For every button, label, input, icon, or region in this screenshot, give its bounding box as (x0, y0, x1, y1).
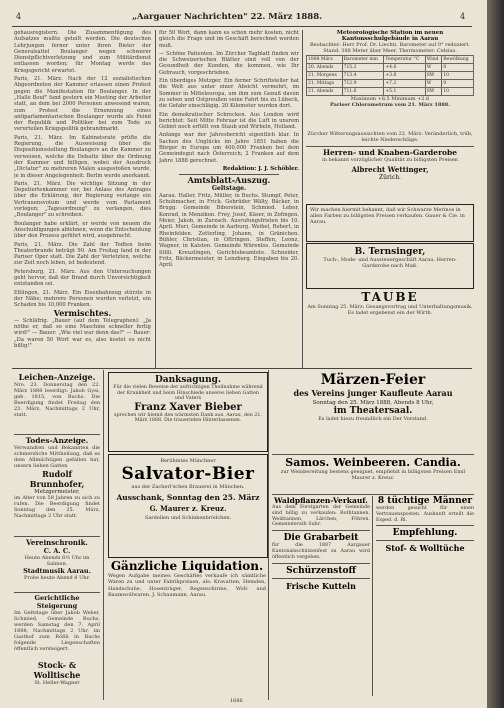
weather-subtitle: Beobachter: Herr Prof. Dr. Liechti. Barometer auf 0° reduziert. Stand: 388 Meter über Meer. Thermometer: Celsius. (309, 42, 471, 54)
club-notice: Heute Abends 8½ Uhr im Salmen. (24, 555, 90, 567)
chlorometer-line: Pariser Chlorometrum vom 21. März 1888. (329, 102, 451, 108)
news-paragraph: für 50 Wort, dann kann es schon mehr kosten, nicht gleich die Frage und im Geschäft berechnet werden muß. (159, 30, 299, 49)
vereinschronik (14, 538, 100, 590)
ad-text: Für die vielen Beweise der aufrichtigen Theilnahme während der Krankheit und beim Hinschiede unseres lieben Gatten und Vaters (113, 385, 263, 402)
ad-location: Zürich. (379, 174, 401, 181)
ad-title: Danksagung. (154, 375, 222, 385)
section-rule (12, 368, 472, 369)
weather-cell: 8 (442, 64, 474, 72)
page-footer: 1686 (230, 698, 243, 704)
section-heading-steigerung: Gerichtliche Steigerung (34, 594, 80, 610)
news-paragraph: Eßlingen, 21. März. Ein Eisenbahnzug stürzte in der Nähe; mehrere Personen wurden verletzt, ein Schaden bis 10,000 Franken. (14, 289, 151, 309)
page-number: 4 (16, 12, 22, 21)
column-divider (302, 30, 303, 368)
column-divider (103, 370, 104, 700)
lower-right-col-b (376, 496, 474, 696)
weather-cell: 21. Morgens (307, 72, 343, 80)
ad-subtitle: des Vereins junger Kaufleute Aarau (293, 388, 453, 398)
editor-signature: Redaktion: J. J. Schöbler. (222, 165, 299, 172)
news-paragraph: Anfangs war der Jahresbericht eigentlich klar. In Sachen des Unglücks im Jahre 1851 haben die Bürger in Europa um 400,000 Franken bei dem Gemeindegut nach Österreich; 2 Franken auf dem Jahre 1888 gerechnet. (159, 132, 299, 164)
weather-cell: SW (425, 72, 442, 80)
news-paragraph: Paris, 21. März. Im Kabinetsrate prüfte die Regierung, die Ausweisung über die Dispositionsstellung Boulangers an die Kammer zu verweisen, welche die Debatte über die Ordnung der Kammer und billigen, wobei der Ausdruck „Dictatur" zu mehreren Malen ausgestoßen wurde, je in dieser Angelegenheit: Berlin werde anerkannt. (14, 134, 151, 179)
ad-text: Es ladet hiezu freundlich ein Der Vorstand. (318, 416, 428, 422)
section-heading-todes: Todes-Anzeige. (25, 436, 89, 445)
page-number-right: 4 (460, 12, 466, 21)
ad-taube (306, 290, 474, 366)
ad-title: Märzen-Feier (320, 372, 426, 388)
weather-cell: W (425, 64, 442, 72)
header-rule (12, 26, 472, 27)
weather-cell: W (425, 80, 442, 88)
section-heading-verein: Vereinschronik. (26, 538, 88, 547)
news-paragraph: Paris, 21. März. Nach der 12 sozialistischen Abgeordneten der Kammer erlassen einen Protest gegen die Manifestation für Boulanger. In der „Halle Bouf" fand gestern ein Meeting der Arbeiter statt, an dem bei 2000 Personen anwesend waren, zum Protest die Ernennung eines antiparlamentarischen Boulanger wurde als Feind der Republik und Politiker bei zum Tode zu verurteilen Kriegspolitik gebrandmarkt. (14, 76, 151, 133)
ad-text: sprechen wir hiemit den wärmsten Dank aus. Aarau, den 21. März 1888. Die trauernden Hinterlassenen. (114, 412, 262, 424)
column-divider (155, 30, 156, 368)
weather-cell: +3.8 (384, 72, 425, 80)
ad-salvator-bier (108, 454, 268, 558)
ad-title: Gänzliche Liquidation. (110, 559, 264, 573)
ad-place: im Theatersaal. (333, 406, 413, 416)
ad-date: Sonntag den 25. März 1888, Abends 8 Uhr, (312, 400, 434, 406)
ad-garderobe (306, 148, 474, 198)
ad-title: Schürzenstoff (286, 565, 356, 576)
news-paragraph: gehausregistern. Die Zusammenfügung des Aufsatzes mußte geteilt werden. Die deutschen Lehrjungen ferner unter ihren Bieter der Generalsattel Boulanger wegen schwerer Dienstpflichtverletzung und zum Militärdienst entlassen worden; für Montag werde das Kriegsgericht erwartet. (14, 30, 151, 74)
column-news-1 (14, 30, 151, 367)
divider (306, 146, 474, 147)
news-paragraph: Ein demokratischer Schrecken. Aus London wird berichtet: Seit Mitte Februar ist die Luft in unsrem Gebiet noch erfüllt von Staub und Wirbeln, Holland. (159, 111, 299, 131)
weather-col-header: Barometer mm (342, 56, 384, 64)
deceased-name: Rudolf Brunnhofer, (29, 469, 85, 489)
ad-title: Samos. Weinbeeren. Candia. (285, 456, 461, 469)
gerichtliche-steigerung (14, 594, 100, 656)
leichen-anzeige (14, 372, 100, 432)
notice-text: im Alter von 58 Jahren zu sich zu rufen. Die Beerdigung findet Sonntag den 25. März, Nachmittags 2 Uhr statt. (14, 495, 100, 519)
column-divider (372, 496, 373, 696)
ad-firm: St. Heller-Wagner (34, 680, 80, 686)
news-paragraph: Paris, 21. März. Die Zahl der Todten beim Theaterbrande beträgt 90. Am Freitag fand in der Pariser Oper statt. Die Zahl der Verletzten, welche zur Zeit noch leben, ist bedeutend. (14, 241, 151, 267)
ad-text: Am Sonntag 25. März: Gesangsvortrag und Unterhaltungsmusik. Es ladet ergebenst ein der Wirth. (307, 304, 473, 316)
ad-title: 8 tüchtige Männer (377, 496, 473, 506)
weather-cell: 21. Abends (307, 88, 343, 96)
weather-cell: +7.2 (384, 80, 425, 88)
weather-cell: 10 (442, 72, 474, 80)
weather-cell: 9 (442, 80, 474, 88)
ad-title: B. Ternsinger, (354, 247, 426, 257)
ad-text: zur Weinbereitung bestens geeignet, empfiehlt in billigsten Preisen Emil Maurer z. Kreuz. (280, 469, 466, 481)
news-paragraph: Boulanger habe erklärt, er werde von neuem die Anschuldigungen ablehnen, wenn die Entscheidung über den Prozess geführt wird, ausgebracht. (14, 220, 151, 240)
ad-place: G. Maurer z. Kreuz. (149, 504, 227, 513)
ad-title: TAUBE (361, 290, 419, 304)
ad-title: Die Grabarbeit (283, 533, 359, 544)
deceased-occupation: Metzgermeister, (34, 489, 80, 495)
ad-samos (272, 456, 474, 492)
ad-maerzen-feier (272, 372, 474, 452)
news-paragraph: — Schläfrig. „Bauer (auf dem Telegraphen): „Ja nöthe er, daß so eine Maschine schneller fertig wird!" — Bauer: „Wie viel war denn das?" — Bauer: „Da waren 50 Wort war es, also kostet es nicht billig!" (14, 317, 151, 349)
weather-col-header: Temperatur °C (384, 56, 425, 64)
news-paragraph: — Schöne Patienten. Im Zürcher Tagblatt finden wir die Schweizerischen Blätter sind voll von der Gesundheit der Kunden, die kommen, wie Ihr Gebrauch, vorgeschrieben. (159, 50, 299, 76)
ad-subtitle: Tuch-, Mode- und Aussteuergeschäft Aarau. Herren-Garderobe nach Maß. (323, 257, 457, 269)
news-paragraph: Ein überdiges Metzger. Ein ferner Schriftsteller hat die Welt aus unter einer Absicht vermehrt, im Sommer in Mitteleuropa, um ihm zum Genuß davon zu sehen und Ostpreußen seine Fahrt bis zu Lübeck, die Gefahr einschlägig. 20 Kilometer wurden dort. (159, 78, 299, 110)
news-paragraph: Petersburg, 21. März. Aus den Untersuchungen geht hervor, daß der Brand durch Unvorsichtigkeit entstanden sei. (14, 268, 151, 288)
section-heading-amtsblatt: Amtsblatt-Auszug. (187, 175, 271, 186)
page-header (14, 10, 469, 26)
divider (272, 563, 370, 564)
weather-cell: 21. Mittags (307, 80, 343, 88)
divider (272, 454, 474, 455)
ad-text: Wegen Aufgabe meines Geschäftes verkaufe ich sämtliche Waren zu und unter Fabrikpreisen, als: Kravatten, Hemden, Handschuhe, Hosenträger, Regenschirme, Woll- und Baumwollwaren. J. Schaumann, Aarau. (108, 573, 266, 599)
ad-title: Salvator-Bier (121, 464, 255, 484)
ad-title: Empfehlung. (392, 528, 458, 539)
deceased-name: Franz Xaver Bieber (134, 401, 242, 413)
ad-title: Frische Kutteln (286, 580, 356, 591)
weather-cell: +4.6 (384, 64, 425, 72)
ad-text: werden gesucht für einen Vertrauensposten. Auskunft erteilt die Exped. d. Bl. (376, 506, 474, 523)
ad-danksagung (108, 372, 268, 452)
weather-cell: +5.1 (384, 88, 425, 96)
ad-title: Waldpflanzen-Verkauf. (274, 496, 368, 505)
divider (376, 540, 474, 541)
divider (14, 592, 100, 593)
divider (376, 525, 474, 526)
ad-title: Stock- & Wolltische (33, 660, 81, 680)
page-title: „Aargauer Nachrichten" 22. März 1888. (132, 12, 323, 22)
weather-cell: 713.4 (342, 72, 384, 80)
ad-subtitle: in bekannt vorzüglicher Qualität zu billigsten Preisen (322, 157, 458, 163)
weather-col-header: 1888 März (307, 56, 343, 64)
notice-text: Verwandten und Bekannten die schmerzliche Mittheilung, daß es dem Allmächtigen gefallen hat, unsern lieben Gatten (14, 445, 100, 469)
zuercher-forecast: Zürcher Witterungsaussichten vom 22. März: Veränderlich, trüb, leichte Niederschläge. (307, 131, 473, 143)
weather-title: Meteorologische Station im neuen Kantonsschulgebäude in Aarau (336, 30, 444, 42)
weather-header (306, 30, 474, 54)
ad-liquidation (108, 559, 266, 696)
club-name: C. A. C. (43, 547, 71, 555)
ad-subtitle: aus der Zacherl'schen Brauerei in München. (131, 484, 245, 490)
ad-text: Aus dem Forstgarten der Gemeinde sind billig zu verkaufen: Rothtannen, Weißtannen, Lärchen, Föhren. Gemeinderath Suhr. (272, 505, 370, 528)
ad-title: Stof- & Wolltüche (385, 543, 465, 554)
ad-title: Herren- und Knaben-Garderobe (322, 148, 458, 157)
ad-schwarz-merinos (306, 204, 474, 242)
weather-table (306, 55, 474, 108)
ad-stock-wolltische (14, 660, 100, 696)
weather-note: Maximum +8.5 Minimum +2.6 (350, 96, 430, 102)
lower-right-col-a (272, 496, 370, 696)
book-gutter (487, 0, 504, 708)
ad-date: Ausschank, Sonntag den 25. März (116, 493, 260, 502)
weather-cell: 711.6 (342, 88, 384, 96)
weather-cell: 10 (442, 88, 474, 96)
divider (14, 434, 100, 435)
divider (14, 536, 100, 537)
divider (272, 494, 474, 495)
column-news-2 (159, 30, 299, 367)
news-paragraph: Aarau. Haller, Fritz, Müller, in Buchs. Stumpf, Peter, Schuhmacher, in Frick. Gebrüder Wälty, Bäcker, in Brugg. Gemeinde Biberstein, Schmied. Leber, Konrad, in Menziken. Frey, Josef, Käser, in Zofingen. Meier, Jakob, in Zurzach. Ausrufungsfristen bis 10. April. Muri, Gemeinde in Aarburg. Weibel, Robert, in Rheinfelden. Zetterling, Johann, in Gränichen. Bühler, Christian, in Oftringen. Steffen, Leonz, Wagner, in Kaisten. Gemeinde Würenlos. Gemeinde Stilli. Kreuzlingen, Gerichtsbeamtete. Schneider, Fritz, Bäckermeister, in Lenzburg. Eingaben bis 20. April. (159, 192, 299, 269)
ad-text: für die 1887 Aargauer Kantonalsschützenfest zu Aarau wird öffentlich vergeben. (272, 543, 370, 560)
club-notice: Probe heute Abend 8 Uhr. (24, 575, 90, 581)
weather-cell: 712.9 (342, 80, 384, 88)
weather-cell: 715.2 (342, 64, 384, 72)
divider (272, 530, 370, 531)
ad-pretitle: Berühmtes Münchner (160, 458, 216, 464)
ad-text: Wir machen hiermit bekannt, daß wir Schwarze Merinos in allen Farben zu billigsten Preisen verkaufen. Gauer & Cie. in Aarau. (310, 207, 465, 225)
weather-cell: 20. Abends (307, 64, 343, 72)
divider (272, 578, 370, 579)
ad-ternsinger (306, 243, 474, 289)
ad-firm: Albrecht Wettinger, (351, 165, 429, 174)
notice-text: Im Geltstage über Jakob Weber, Schmied, Gemeinde Buchs, werden Samstag den 7. April 1888, Nachmittags 2 Uhr, im Gasthof zum Rößli in Buchs folgende Liegenschaften öffentlich versteigert. (14, 610, 100, 652)
weather-cell: SW (425, 88, 442, 96)
notice-text: Nro. 23. Donnerstag den 22. März 1888 beerdigt: Jakob Gysi, geb. 1815, von Buchs. Die Beerdigung findet Freitag den 23. März, Nachmittags 2 Uhr, statt. (14, 382, 100, 418)
section-heading-leichen: Leichen-Anzeige. (18, 372, 96, 382)
weather-col-header: Bewölkung (442, 56, 474, 64)
club-name: Stadtmusik Aarau. (23, 567, 91, 575)
subheading-geltstage: Geltstage. (211, 184, 247, 192)
section-heading-vermischtes: Vermischtes. (53, 308, 112, 319)
todes-anzeige (14, 436, 100, 534)
news-paragraph: Paris, 21. März. Die wichtige Sitzung in der Deputiertenkammer vor, bei Anlass des Antrages über die Erklärung, der Regierung verlange ein Vertrauensvotum und werde vom Parlament vorlegen; „Tagesordnung" zu verlangen, dies „Boulanger" zu schreiben. (14, 180, 151, 219)
ad-text: Sardellen und Schinkenbrödchen. (144, 515, 232, 521)
weather-col-header: Wind (425, 56, 442, 64)
column-divider (268, 370, 269, 700)
